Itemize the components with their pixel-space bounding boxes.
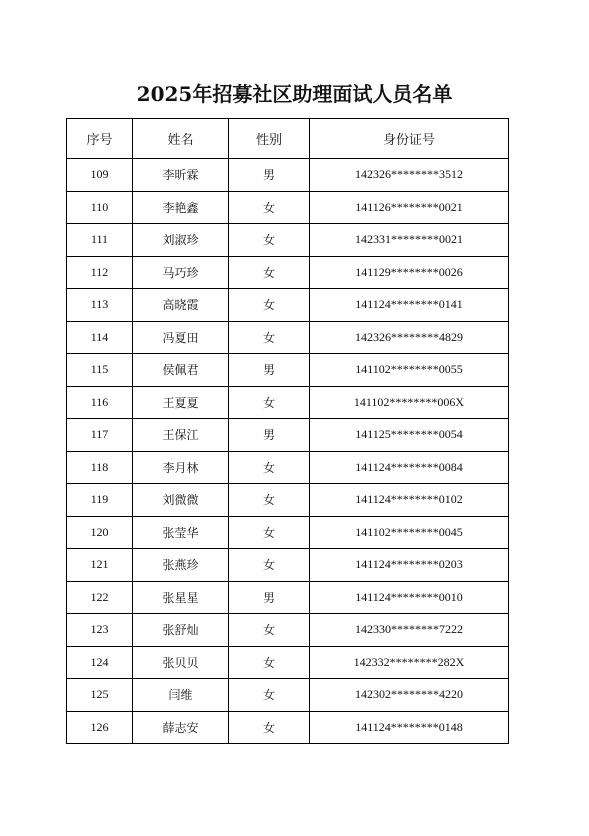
table-row	[67, 321, 509, 354]
cell-name: 王保江	[133, 419, 229, 452]
page-title: 2025年招募社区助理面试人员名单	[136, 82, 453, 106]
cell-index: 123	[67, 614, 133, 647]
cell-gender: 男	[229, 581, 310, 614]
cell-name: 冯夏田	[133, 321, 229, 354]
cell-gender: 女	[229, 614, 310, 647]
cell-id-number: 141124********0203	[310, 549, 509, 582]
cell-gender: 女	[229, 516, 310, 549]
header-index: 序号	[67, 119, 133, 159]
header-name: 姓名	[133, 119, 229, 159]
cell-gender: 女	[229, 321, 310, 354]
cell-index: 119	[67, 484, 133, 517]
table-row	[67, 419, 509, 452]
cell-id-number: 141102********0045	[310, 516, 509, 549]
table-header-row	[67, 119, 509, 159]
cell-id-number: 141124********0102	[310, 484, 509, 517]
table-row	[67, 191, 509, 224]
cell-gender: 女	[229, 451, 310, 484]
cell-index: 109	[67, 159, 133, 192]
table-row	[67, 679, 509, 712]
cell-index: 113	[67, 289, 133, 322]
cell-index: 126	[67, 711, 133, 744]
cell-name: 高晓霞	[133, 289, 229, 322]
cell-index: 120	[67, 516, 133, 549]
cell-index: 118	[67, 451, 133, 484]
cell-gender: 女	[229, 484, 310, 517]
cell-name: 张舒灿	[133, 614, 229, 647]
cell-name: 刘淑珍	[133, 224, 229, 257]
header-gender: 性别	[229, 119, 310, 159]
table-row	[67, 711, 509, 744]
cell-name: 张星星	[133, 581, 229, 614]
cell-gender: 男	[229, 159, 310, 192]
header-id-number: 身份证号	[310, 119, 509, 159]
cell-gender: 男	[229, 419, 310, 452]
table-row	[67, 581, 509, 614]
cell-name: 马巧珍	[133, 256, 229, 289]
cell-id-number: 141124********0148	[310, 711, 509, 744]
table-row	[67, 614, 509, 647]
table-row	[67, 451, 509, 484]
cell-gender: 女	[229, 224, 310, 257]
cell-name: 张燕珍	[133, 549, 229, 582]
cell-name: 李月林	[133, 451, 229, 484]
table-row	[67, 224, 509, 257]
cell-name: 薛志安	[133, 711, 229, 744]
cell-id-number: 141124********0141	[310, 289, 509, 322]
cell-index: 116	[67, 386, 133, 419]
cell-id-number: 141129********0026	[310, 256, 509, 289]
table-row	[67, 484, 509, 517]
cell-name: 侯佩君	[133, 354, 229, 387]
cell-id-number: 141102********006X	[310, 386, 509, 419]
cell-index: 122	[67, 581, 133, 614]
cell-id-number: 141126********0021	[310, 191, 509, 224]
cell-gender: 男	[229, 354, 310, 387]
cell-index: 114	[67, 321, 133, 354]
cell-id-number: 141102********0055	[310, 354, 509, 387]
cell-gender: 女	[229, 256, 310, 289]
table-row	[67, 549, 509, 582]
cell-id-number: 141125********0054	[310, 419, 509, 452]
cell-gender: 女	[229, 711, 310, 744]
cell-id-number: 141124********0010	[310, 581, 509, 614]
cell-index: 121	[67, 549, 133, 582]
cell-index: 110	[67, 191, 133, 224]
cell-index: 125	[67, 679, 133, 712]
cell-id-number: 142326********3512	[310, 159, 509, 192]
cell-gender: 女	[229, 289, 310, 322]
cell-id-number: 142332********282X	[310, 646, 509, 679]
cell-name: 王夏夏	[133, 386, 229, 419]
cell-gender: 女	[229, 549, 310, 582]
cell-index: 115	[67, 354, 133, 387]
cell-name: 张莹华	[133, 516, 229, 549]
roster-table	[66, 118, 509, 744]
cell-name: 闫维	[133, 679, 229, 712]
cell-gender: 女	[229, 386, 310, 419]
table-row	[67, 354, 509, 387]
table-row	[67, 516, 509, 549]
cell-id-number: 141124********0084	[310, 451, 509, 484]
cell-id-number: 142331********0021	[310, 224, 509, 257]
cell-id-number: 142326********4829	[310, 321, 509, 354]
table-row	[67, 289, 509, 322]
table-row	[67, 256, 509, 289]
cell-index: 124	[67, 646, 133, 679]
cell-name: 刘微微	[133, 484, 229, 517]
cell-index: 117	[67, 419, 133, 452]
cell-index: 111	[67, 224, 133, 257]
table-row	[67, 646, 509, 679]
cell-name: 张贝贝	[133, 646, 229, 679]
cell-name: 李昕霖	[133, 159, 229, 192]
cell-index: 112	[67, 256, 133, 289]
cell-id-number: 142302********4220	[310, 679, 509, 712]
table-row	[67, 159, 509, 192]
cell-name: 李艳鑫	[133, 191, 229, 224]
cell-gender: 女	[229, 679, 310, 712]
cell-gender: 女	[229, 646, 310, 679]
cell-id-number: 142330********7222	[310, 614, 509, 647]
cell-gender: 女	[229, 191, 310, 224]
table-row	[67, 386, 509, 419]
